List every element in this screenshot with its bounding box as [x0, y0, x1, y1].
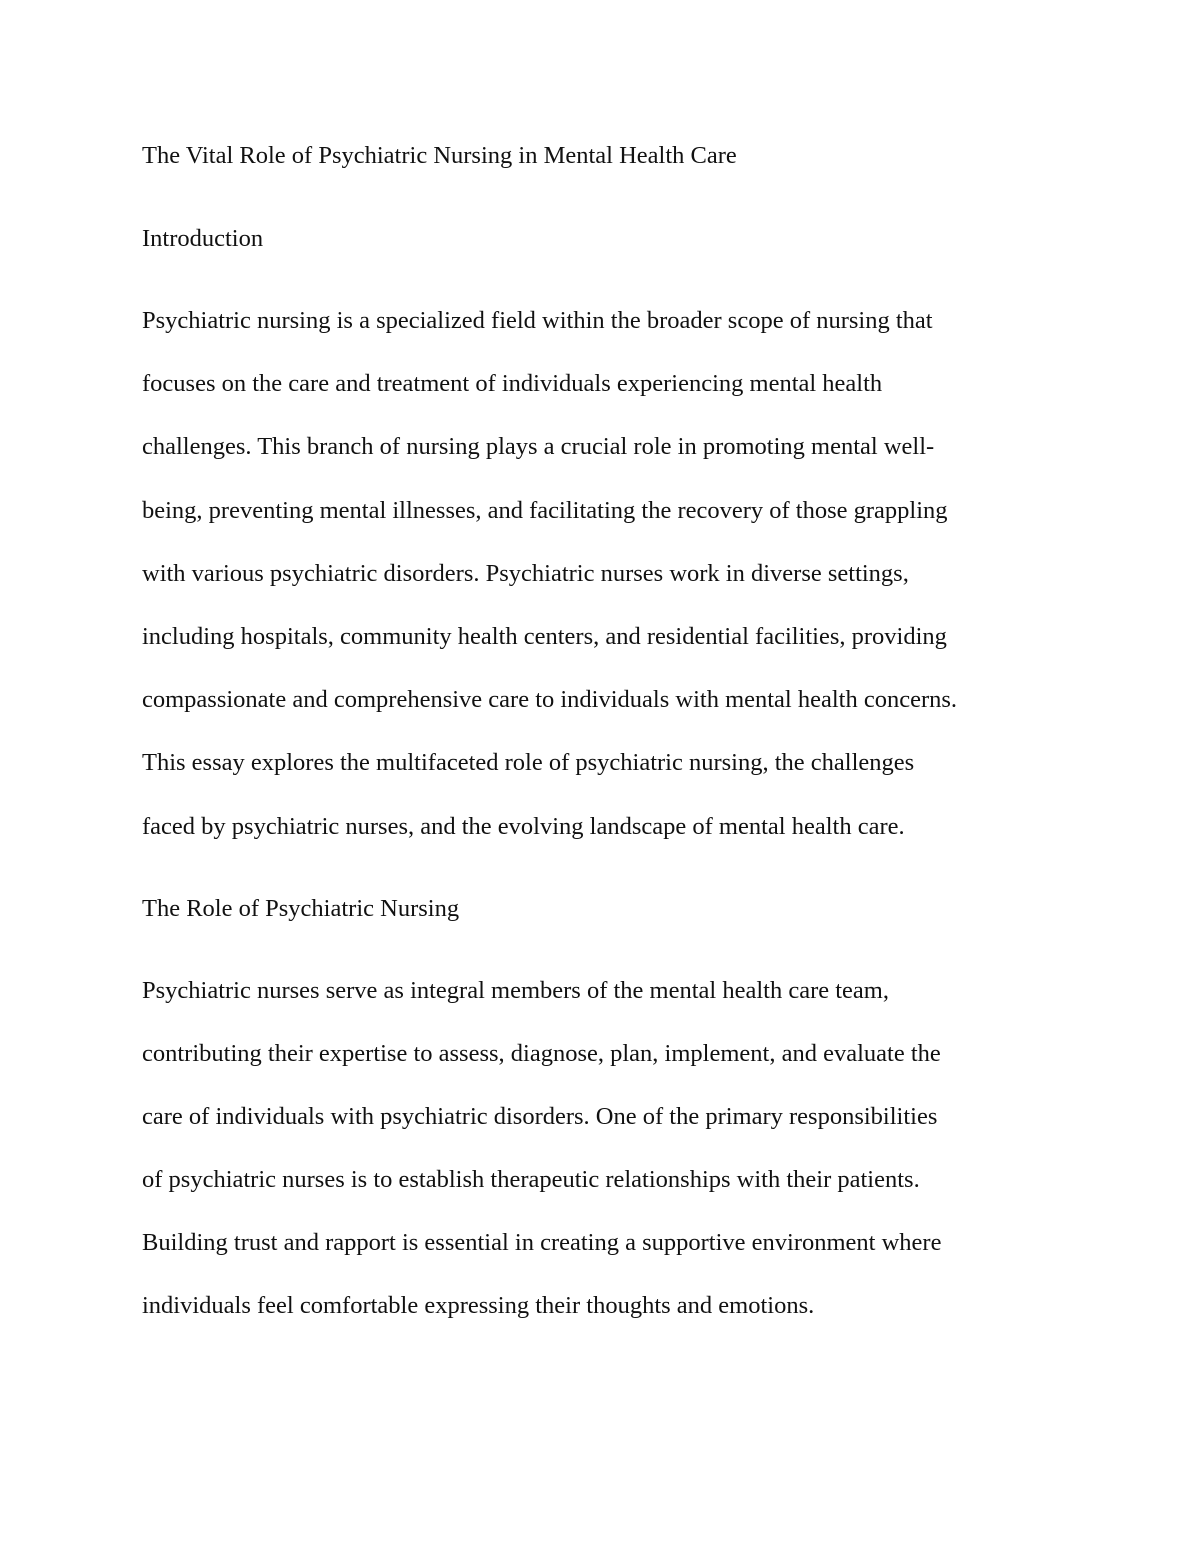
paragraph-line: including hospitals, community health centers, and residential facilities, providing	[142, 622, 947, 650]
document-title: The Vital Role of Psychiatric Nursing in Mental Health Care	[142, 142, 737, 169]
paragraph-line: with various psychiatric disorders. Psychiatric nurses work in diverse settings,	[142, 559, 909, 587]
paragraph-line: Psychiatric nurses serve as integral members of the mental health care team,	[142, 976, 889, 1004]
introduction-paragraph	[142, 305, 1072, 843]
paragraph-line: This essay explores the multifaceted role of psychiatric nursing, the challenges	[142, 749, 915, 777]
section-heading-introduction: Introduction	[142, 225, 264, 252]
paragraph-line: contributing their expertise to assess, diagnose, plan, implement, and evaluate the	[142, 1039, 941, 1067]
paragraph-line: being, preventing mental illnesses, and facilitating the recovery of those grappling	[142, 496, 948, 524]
paragraph-line: Psychiatric nursing is a specialized field within the broader scope of nursing that	[142, 307, 933, 334]
paragraph-line: challenges. This branch of nursing plays a crucial role in promoting mental well-	[142, 433, 935, 461]
paragraph-line: care of individuals with psychiatric disorders. One of the primary responsibilities	[142, 1102, 938, 1130]
paragraph-line: individuals feel comfortable expressing their thoughts and emotions.	[142, 1292, 815, 1320]
paragraph-line: compassionate and comprehensive care to individuals with mental health concerns.	[142, 686, 958, 714]
role-paragraph	[142, 975, 1072, 1323]
section-heading-role: The Role of Psychiatric Nursing	[142, 894, 460, 922]
paragraph-line: focuses on the care and treatment of individuals experiencing mental health	[142, 370, 883, 398]
paragraph-line: Building trust and rapport is essential in creating a supportive environment where	[142, 1229, 942, 1257]
document-body	[142, 140, 1072, 1354]
paragraph-line: of psychiatric nurses is to establish therapeutic relationships with their patients.	[142, 1166, 920, 1194]
paragraph-line: faced by psychiatric nurses, and the evolving landscape of mental health care.	[142, 812, 905, 840]
